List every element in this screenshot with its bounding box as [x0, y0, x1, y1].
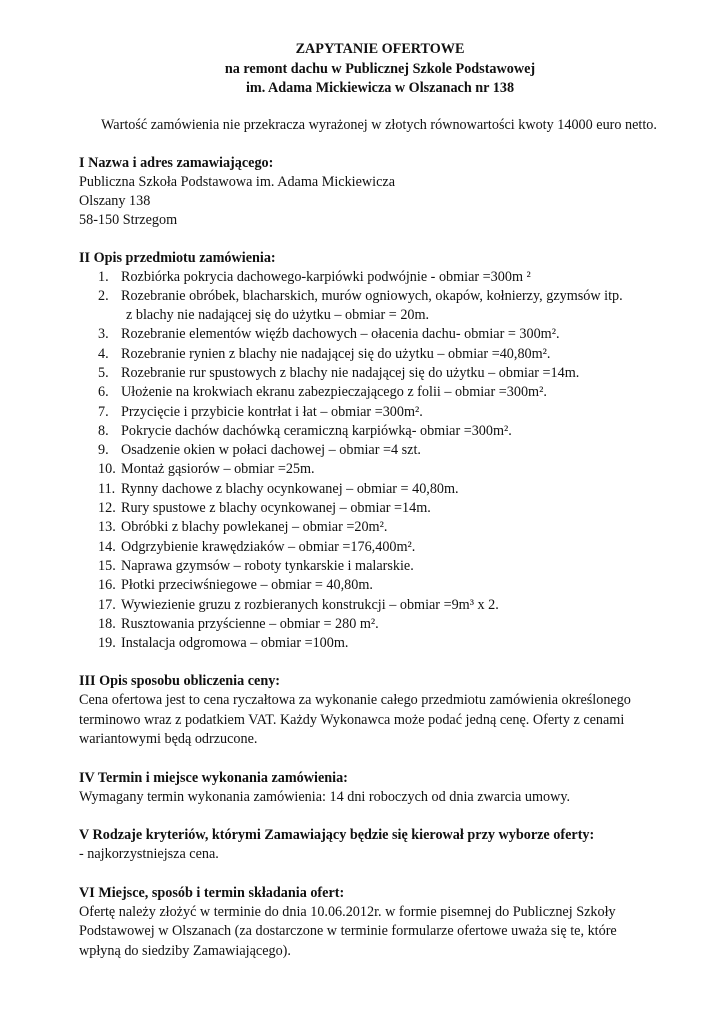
list-item	[79, 460, 679, 479]
item-text-continuation: z blachy nie nadającej się do użytku – obmiar = 20m.	[126, 307, 430, 324]
section-subject-description	[79, 249, 679, 654]
item-number: 13.	[98, 519, 116, 536]
section-6-heading: VI Miejsce, sposób i termin składania ofert:	[79, 884, 345, 901]
list-item	[79, 538, 679, 557]
title-line-3: im. Adama Mickiewicza w Olszanach nr 138	[245, 80, 515, 96]
item-text: Rynny dachowe z blachy ocynkowanej – obmiar = 40,80m.	[121, 480, 459, 497]
item-text: Rozebranie obróbek, blacharskich, murów ogniowych, okapów, kołnierzy, gzymsów itp.	[121, 287, 623, 304]
authority-postal-city: 58-150 Strzegom	[79, 211, 178, 228]
item-text: Naprawa gzymsów – roboty tynkarskie i malarskie.	[121, 557, 414, 574]
item-number: 17.	[98, 596, 116, 613]
item-text: Ułożenie na krokwiach ekranu zabezpieczającego z folii – obmiar =300m².	[121, 384, 547, 401]
section-2-heading: II Opis przedmiotu zamówienia:	[79, 249, 276, 266]
item-number: 12.	[98, 500, 116, 517]
list-item	[79, 596, 679, 615]
item-text: Obróbki z blachy powlekanej – obmiar =20m².	[121, 519, 388, 536]
item-text: Rozbiórka pokrycia dachowego-karpiówki podwójnie - obmiar =300m ²	[121, 268, 531, 285]
item-number: 1.	[98, 268, 109, 285]
list-item	[79, 345, 679, 364]
submission-text-line: wpłyną do siedziby Zamawiającego).	[79, 942, 291, 959]
item-number: 5.	[98, 364, 109, 381]
execution-term-text: Wymagany termin wykonania zamówienia: 14 dni roboczych od dnia zwarcia umowy.	[79, 788, 571, 805]
item-text: Wywiezienie gruzu z rozbieranych konstrukcji – obmiar =9m³ x 2.	[121, 596, 499, 613]
item-number: 15.	[98, 557, 116, 574]
list-item	[79, 325, 679, 344]
list-item	[79, 403, 679, 422]
item-number: 2.	[98, 287, 109, 304]
item-text: Osadzenie okien w połaci dachowej – obmiar =4 szt.	[121, 442, 421, 459]
authority-address: Olszany 138	[79, 192, 151, 209]
list-item	[79, 383, 679, 402]
list-item	[79, 576, 679, 595]
document-page	[79, 40, 679, 961]
item-number: 9.	[98, 442, 109, 459]
section-4-heading: IV Termin i miejsce wykonania zamówienia:	[79, 769, 348, 786]
section-price-calculation	[79, 672, 679, 750]
list-item	[79, 557, 679, 576]
section-3-heading: III Opis sposobu obliczenia ceny:	[79, 673, 281, 690]
price-text-line: terminowo wraz z podatkiem VAT. Każdy Wykonawca może podać jedną cenę. Oferty z cenami	[79, 711, 625, 728]
list-item	[79, 441, 679, 460]
list-item	[79, 499, 679, 518]
criteria-text: - najkorzystniejsza cena.	[79, 846, 219, 863]
section-criteria	[79, 826, 679, 865]
title-line-2: na remont dachu w Publicznej Szkole Podstawowej	[224, 60, 536, 77]
item-text: Płotki przeciwśniegowe – obmiar = 40,80m.	[121, 577, 373, 594]
authority-name: Publiczna Szkoła Podstawowa im. Adama Mickiewicza	[79, 173, 395, 190]
list-item	[79, 480, 679, 499]
item-number: 19.	[98, 635, 116, 652]
intro-text: Wartość zamówienia nie przekracza wyrażonej w złotych równowartości kwoty 14000 euro netto.	[101, 116, 657, 133]
item-text: Rozebranie rur spustowych z blachy nie nadającej się do użytku – obmiar =14m.	[121, 364, 580, 381]
item-number: 6.	[98, 384, 109, 401]
section-1-heading: I Nazwa i adres zamawiającego:	[79, 154, 274, 171]
item-text: Przycięcie i przybicie kontrłat i łat – obmiar =300m².	[121, 403, 423, 420]
section-contracting-authority	[79, 154, 679, 230]
item-number: 8.	[98, 422, 109, 439]
submission-text-line: Podstawowej w Olszanach (za dostarczone w terminie formularze ofertowe uważa się te, które	[79, 923, 617, 940]
list-item	[79, 634, 679, 653]
price-text-line: wariantowymi będą odrzucone.	[79, 731, 258, 748]
item-number: 14.	[98, 538, 116, 555]
item-number: 16.	[98, 577, 116, 594]
item-number: 4.	[98, 345, 109, 362]
item-number: 7.	[98, 403, 109, 420]
item-number: 18.	[98, 615, 116, 632]
item-text: Instalacja odgromowa – obmiar =100m.	[121, 635, 349, 652]
document-title	[67, 40, 693, 99]
item-text: Montaż gąsiorów – obmiar =25m.	[121, 461, 315, 478]
section-execution-term	[79, 769, 679, 808]
section-offer-submission	[79, 884, 679, 962]
list-item	[79, 287, 679, 326]
item-text: Rozebranie elementów więźb dachowych – ołacenia dachu- obmiar = 300m².	[121, 326, 560, 343]
item-text: Rury spustowe z blachy ocynkowanej – obmiar =14m.	[121, 500, 431, 517]
section-5-heading: V Rodzaje kryteriów, którymi Zamawiający będzie się kierował przy wyborze oferty:	[79, 827, 595, 844]
item-text: Rozebranie rynien z blachy nie nadającej się do użytku – obmiar =40,80m².	[121, 345, 551, 362]
item-text: Rusztowania przyścienne – obmiar = 280 m².	[121, 615, 379, 632]
price-text-line: Cena ofertowa jest to cena ryczałtowa za wykonanie całego przedmiotu zamówienia określonego	[79, 692, 631, 709]
list-item	[79, 364, 679, 383]
submission-text-line: Ofertę należy złożyć w terminie do dnia 10.06.2012r. w formie pisemnej do Publicznej Szkoły	[79, 903, 616, 920]
title-line-1: ZAPYTANIE OFERTOWE	[295, 41, 465, 57]
list-item	[79, 615, 679, 634]
list-item	[79, 518, 679, 537]
item-text: Pokrycie dachów dachówką ceramiczną karpiówką- obmiar =300m².	[121, 422, 512, 439]
item-number: 3.	[98, 326, 109, 343]
list-item	[79, 268, 679, 287]
work-items-list	[79, 268, 679, 654]
item-number: 11.	[98, 480, 116, 497]
list-item	[79, 422, 679, 441]
item-text: Odgrzybienie krawędziaków – obmiar =176,400m².	[121, 538, 416, 555]
item-number: 10.	[98, 461, 116, 478]
